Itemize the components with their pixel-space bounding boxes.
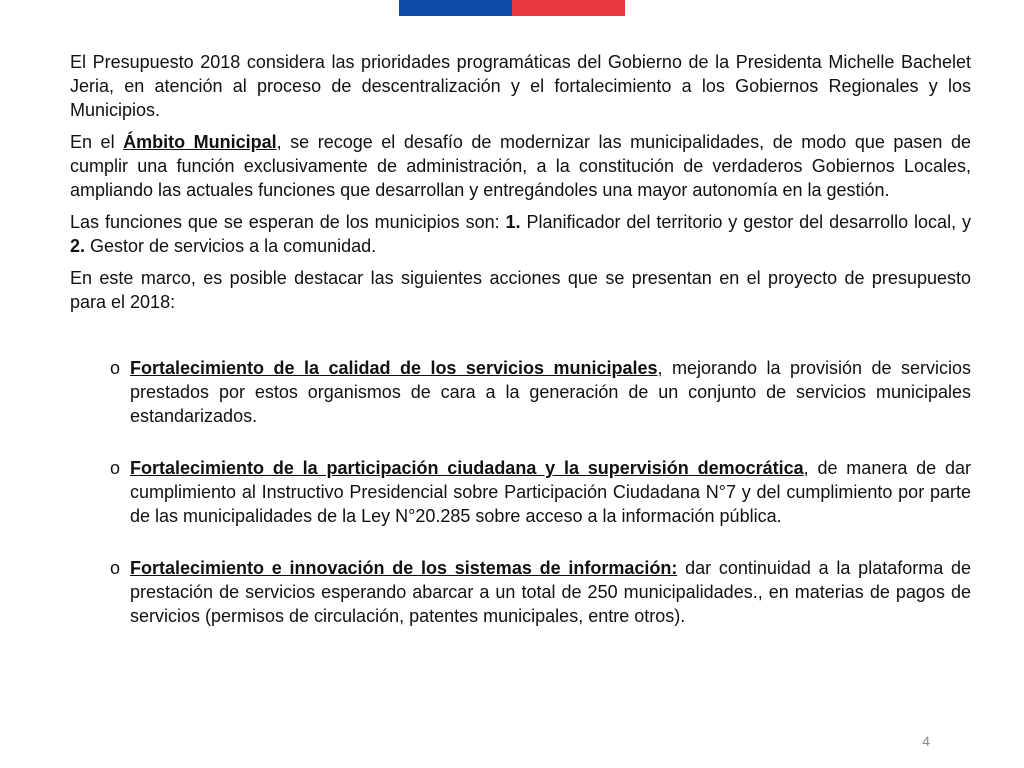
paragraph-funciones-suffix: Gestor de servicios a la comunidad.	[85, 236, 377, 256]
bullet-title: Fortalecimiento de la calidad de los servicios municipales	[130, 358, 658, 378]
bullet-description: dar continuidad a la plataforma de prestación de servicios esperando abarcar a un total de 250 municipalidades., en materias de pagos de servicios (permisos de circulación, patentes municipales, entre otros).	[130, 558, 971, 626]
section-spacer	[70, 322, 971, 356]
paragraph-marco-text: En este marco, es posible destacar las siguientes acciones que se presentan en el proyecto de presupuesto para el 2018:	[70, 268, 971, 312]
bullet-description: , de manera de dar cumplimiento al Instructivo Presidencial sobre Participación Ciudadana N°7 y del cumplimiento por parte de las municipalidades de la Ley N°20.285 sobre acceso a la información pública.	[130, 458, 971, 526]
paragraph-funciones-middle: Planificador del territorio y gestor del desarrollo local, y	[520, 212, 971, 232]
paragraph-ambito-prefix: En el	[70, 132, 124, 152]
bullet-text	[130, 356, 971, 428]
bullet-item-participacion-ciudadana	[110, 456, 971, 528]
paragraph-marco	[70, 266, 971, 314]
flag-blue-segment	[399, 0, 512, 16]
bullet-marker-icon: o	[110, 458, 121, 478]
bullet-item-sistemas-informacion	[110, 556, 971, 628]
paragraph-ambito-municipal	[70, 130, 971, 202]
header-flag-bar	[399, 0, 625, 16]
bullet-item-calidad-servicios	[110, 356, 971, 428]
flag-red-segment	[512, 0, 625, 16]
bullet-text	[130, 456, 971, 528]
funcion-number-2: 2.	[70, 236, 86, 256]
funcion-number-1: 1.	[505, 212, 521, 232]
paragraph-funciones	[70, 210, 971, 258]
slide-content	[70, 50, 971, 628]
bullet-title: Fortalecimiento de la participación ciudadana y la supervisión democrática	[130, 458, 804, 478]
bullet-description: , mejorando la provisión de servicios prestados por estos organismos de cara a la generación de un conjunto de servicios municipales estandarizados.	[130, 358, 972, 426]
page-number: 4	[922, 733, 930, 749]
paragraph-funciones-prefix: Las funciones que se esperan de los municipios son:	[70, 212, 506, 232]
bullet-spacer	[70, 428, 971, 456]
paragraph-ambito-body: , se recoge el desafío de modernizar las municipalidades, de modo que pasen de cumplir una función exclusivamente de administración, a la constitución de verdaderos Gobiernos Locales, ampliando las actuales funciones que desarrollan y entregándoles una mayor autonomía en la gestión.	[70, 132, 972, 200]
paragraph-intro-text: El Presupuesto 2018 considera las prioridades programáticas del Gobierno de la Presidenta Michelle Bachelet Jeria, en atención al proceso de descentralización y el fortalecimiento a los Gobiernos Regionales y los Municipios.	[70, 52, 971, 120]
paragraph-intro	[70, 50, 971, 122]
ambito-municipal-heading: Ámbito Municipal	[123, 132, 277, 152]
bullet-marker-icon: o	[110, 558, 121, 578]
bullet-title: Fortalecimiento e innovación de los sistemas de información:	[130, 558, 678, 578]
bullet-spacer	[70, 528, 971, 556]
bullet-text	[130, 556, 971, 628]
bullet-marker-icon: o	[110, 358, 121, 378]
